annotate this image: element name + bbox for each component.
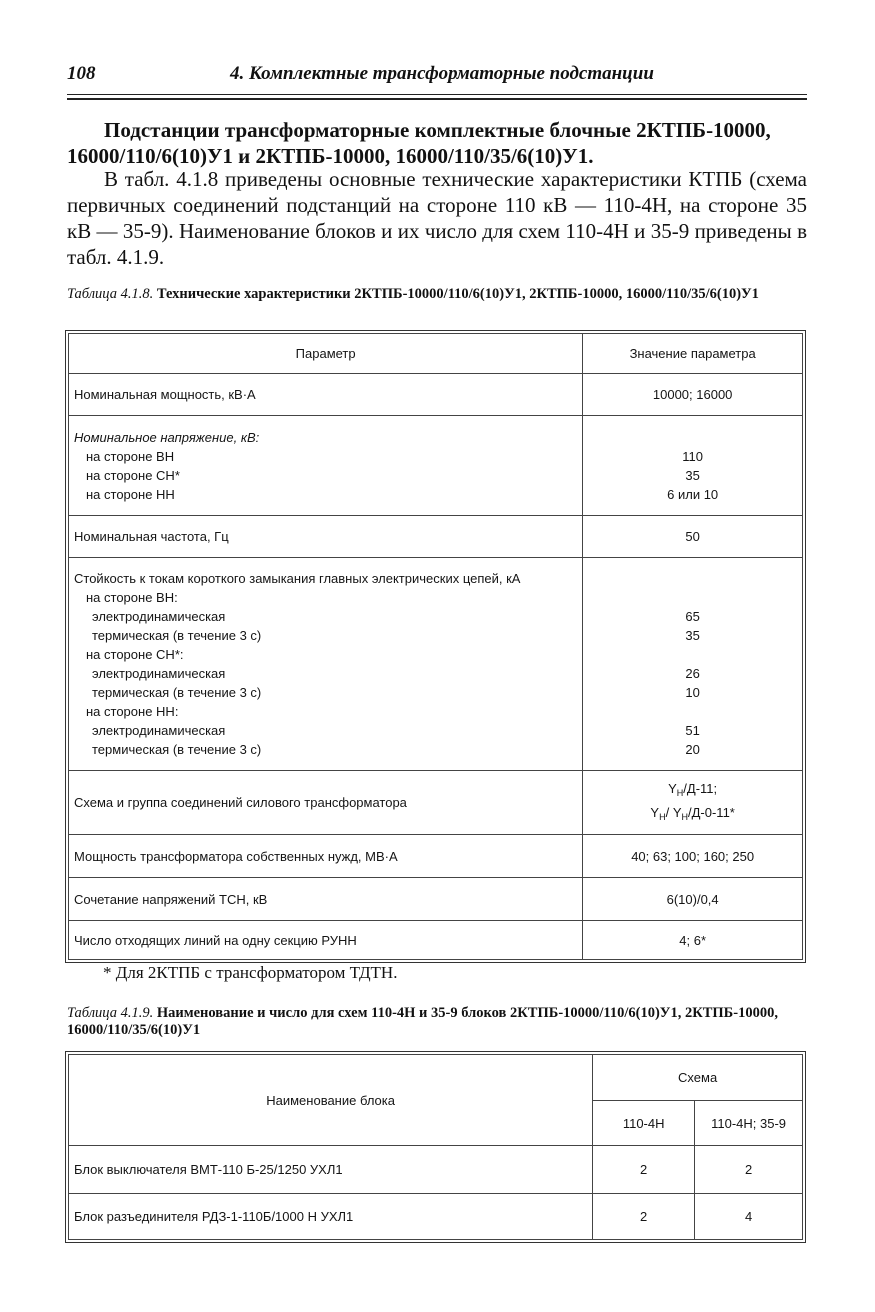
table-row	[69, 1194, 803, 1240]
col-header-110-4n-35-9: 110-4Н; 35-9	[695, 1101, 803, 1146]
param-cell: Схема и группа соединений силового трансформатора	[69, 771, 583, 835]
table-technical-characteristics	[68, 333, 803, 960]
group-label: на стороне ВН:	[86, 590, 178, 605]
col-header-block-name: Наименование блока	[69, 1055, 593, 1146]
param-cell	[69, 416, 583, 516]
table2-caption-text: Наименование и число для схем 110-4Н и 35-9 блоков 2КТПБ-10000/110/6(10)У1, 2КТПБ-10000, 16000/110/35/6(10)У1	[67, 1005, 778, 1038]
value: 26	[685, 666, 700, 681]
header-rule-thin	[67, 94, 807, 95]
count-cell: 2	[695, 1146, 803, 1194]
value-cell: 6(10)/0,4	[583, 878, 803, 921]
value-cell	[583, 416, 803, 516]
sub-param: термическая (в течение 3 с)	[92, 742, 262, 757]
group-label: на стороне СН*:	[86, 647, 184, 662]
chapter-title: 4. Комплектные трансформаторные подстанции	[230, 63, 654, 84]
sub-param: электродинамическая	[92, 666, 226, 681]
connection-group-2: $Y_Н/$ $Y_Н/Д-0-11*$	[650, 804, 735, 822]
table-row	[69, 1146, 803, 1194]
value: 35	[685, 628, 700, 643]
value-cell: 10000; 16000	[583, 374, 803, 416]
table-row	[69, 516, 803, 558]
sub-param: на стороне НН	[86, 486, 175, 502]
connection-group-1: $Y_Н/Д-11$;	[668, 780, 718, 798]
col-header-value: Значение параметра	[583, 334, 803, 374]
sub-param: термическая (в течение 3 с)	[92, 685, 262, 700]
table1-caption-label: Таблица 4.1.8.	[67, 286, 154, 302]
value: 6 или 10	[667, 486, 719, 502]
table-row	[69, 416, 803, 516]
value: 20	[685, 742, 700, 757]
param-cell: Сочетание напряжений ТСН, кВ	[69, 878, 583, 921]
table2-caption	[67, 1005, 807, 1039]
table-row	[69, 558, 803, 771]
col-header-110-4n: 110-4Н	[593, 1101, 695, 1146]
section-title: Подстанции трансформаторные комплектные блочные 2КТПБ-10000, 16000/110/6(10)У1 и 2КТПБ-10000, 16000/110/35/6(10)У1.	[67, 118, 771, 168]
value: 10	[685, 685, 700, 700]
sub-param: электродинамическая	[92, 723, 226, 738]
param-cell	[69, 558, 583, 771]
table1-caption	[67, 286, 807, 303]
value: 35	[685, 467, 700, 483]
table-header-row	[69, 334, 803, 374]
value-cell: 40; 63; 100; 160; 250	[583, 835, 803, 878]
table-row	[69, 771, 803, 835]
value: 51	[685, 723, 700, 738]
value-cell	[583, 558, 803, 771]
group-label: на стороне НН:	[86, 704, 179, 719]
running-header	[67, 63, 807, 89]
table-block-names	[68, 1054, 803, 1240]
value-cell: 50	[583, 516, 803, 558]
table-row	[69, 921, 803, 960]
sub-param: на стороне ВН	[86, 448, 175, 464]
param-cell: Номинальная мощность, кВ·А	[69, 374, 583, 416]
count-cell: 4	[695, 1194, 803, 1240]
page-number: 108	[67, 63, 96, 84]
sub-param: на стороне СН*	[86, 467, 180, 483]
table1-caption-text: Технические характеристики 2КТПБ-10000/110/6(10)У1, 2КТПБ-10000, 16000/110/35/6(10)У1	[156, 286, 759, 302]
header-rule-thick	[67, 98, 807, 100]
block-name-cell: Блок выключателя ВМТ-110 Б-25/1250 УХЛ1	[69, 1146, 593, 1194]
sub-param: электродинамическая	[92, 609, 226, 624]
value: 65	[685, 609, 700, 624]
table-header-row	[69, 1055, 803, 1101]
col-header-scheme: Схема	[593, 1055, 803, 1101]
param-label: Номинальное напряжение, кВ:	[74, 429, 260, 445]
table-row	[69, 374, 803, 416]
table-row	[69, 878, 803, 921]
table2-caption-label: Таблица 4.1.9.	[67, 1005, 154, 1021]
param-cell: Число отходящих линий на одну секцию РУНН	[69, 921, 583, 960]
param-cell: Номинальная частота, Гц	[69, 516, 583, 558]
value: 110	[682, 448, 703, 464]
count-cell: 2	[593, 1146, 695, 1194]
param-cell: Мощность трансформатора собственных нужд, МВ·А	[69, 835, 583, 878]
block-name-cell: Блок разъединителя РДЗ-1-110Б/1000 Н УХЛ1	[69, 1194, 593, 1240]
value-cell	[583, 771, 803, 835]
footnote: * Для 2КТПБ с трансформатором ТДТН.	[103, 963, 398, 982]
count-cell: 2	[593, 1194, 695, 1240]
value-cell: 4; 6*	[583, 921, 803, 960]
body-paragraph: В табл. 4.1.8 приведены основные технические характеристики КТПБ (схема первичных соединений подстанций на стороне 110 кВ — 110-4Н, на стороне 35 кВ — 35-9). Наименование блоков и их число для схем 110-4Н и 35-9 приведены в табл. 4.1.9.	[67, 167, 807, 269]
table-row	[69, 835, 803, 878]
param-label: Стойкость к токам короткого замыкания главных электрических цепей, кА	[74, 571, 521, 586]
col-header-parameter: Параметр	[69, 334, 583, 374]
sub-param: термическая (в течение 3 с)	[92, 628, 262, 643]
